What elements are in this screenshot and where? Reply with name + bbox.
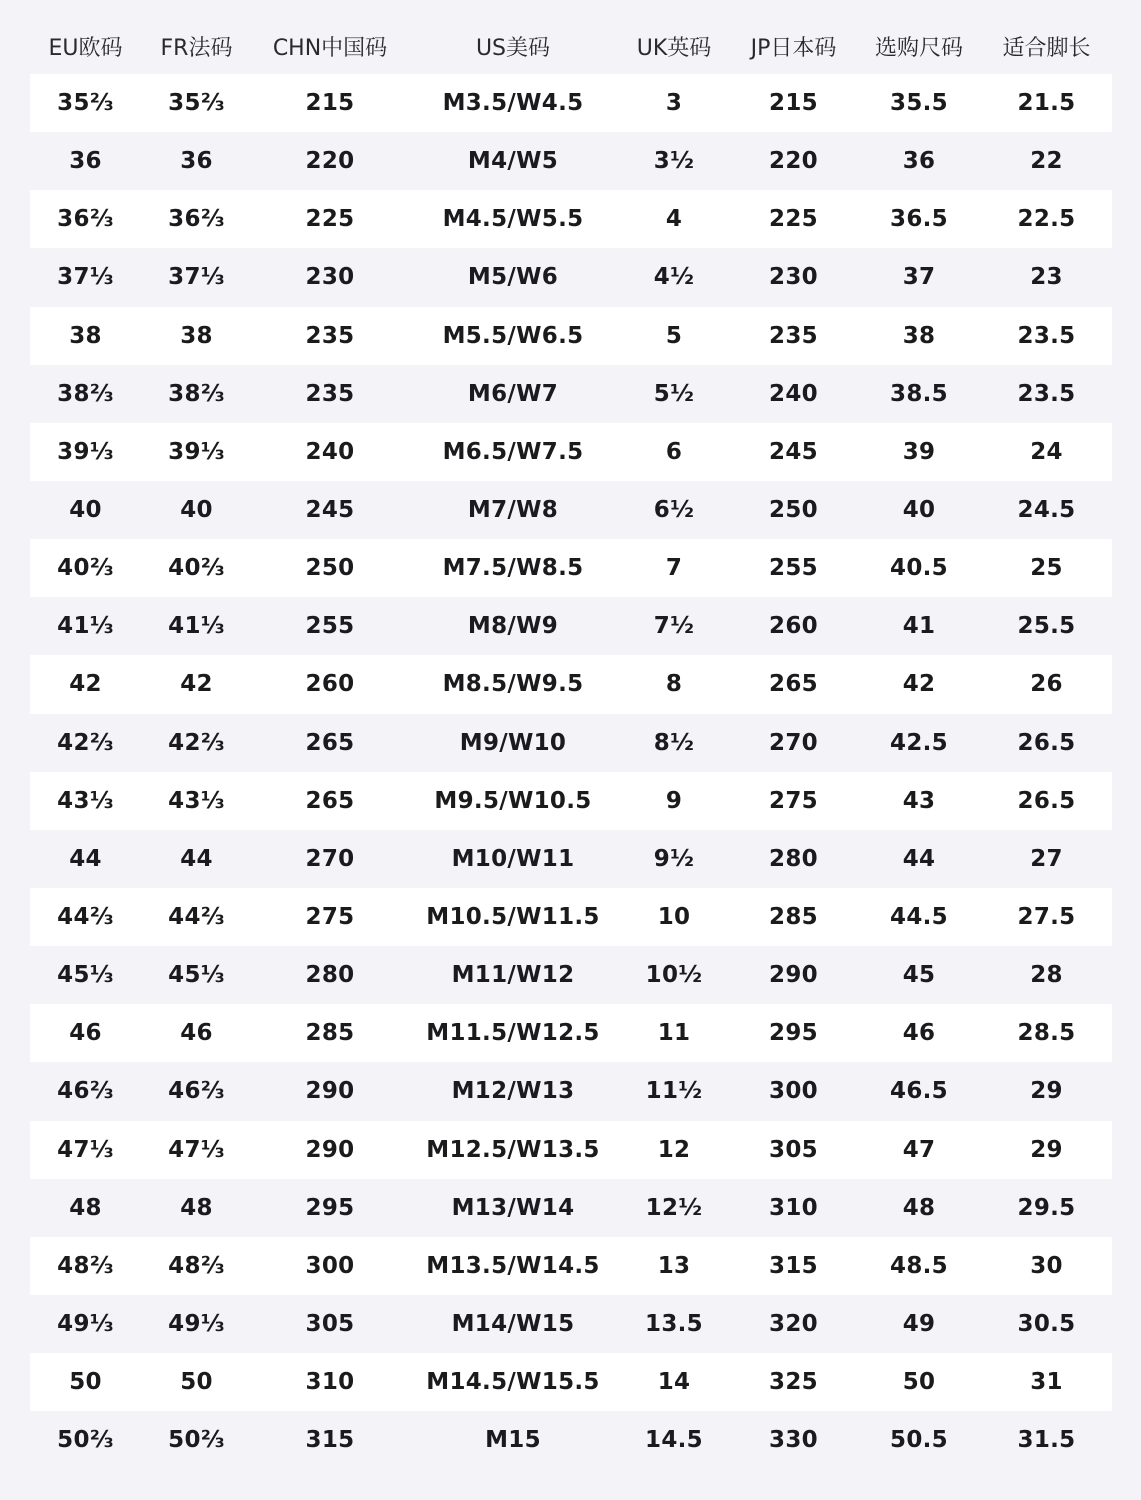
- purchase-size-cell: 44: [857, 830, 981, 888]
- chn-cell: 300: [252, 1237, 408, 1295]
- eu-cell: 50⅔: [30, 1411, 141, 1469]
- uk-cell: 11: [618, 1004, 730, 1062]
- purchase-size-cell: 45: [857, 946, 981, 1004]
- header-chn: CHN中国码: [272, 35, 388, 61]
- foot-length-cell: 29: [981, 1121, 1112, 1179]
- eu-cell: 44⅔: [30, 888, 141, 946]
- uk-cell: 12½: [618, 1179, 730, 1237]
- uk-cell: 4½: [618, 248, 730, 306]
- jp-cell: 320: [730, 1295, 857, 1353]
- us-cell: M7.5/W8.5: [408, 539, 618, 597]
- uk-cell: 6: [618, 423, 730, 481]
- jp-cell: 235: [730, 307, 857, 365]
- jp-cell: 220: [730, 132, 857, 190]
- us-cell: M11/W12: [408, 946, 618, 1004]
- eu-cell: 42: [30, 655, 141, 713]
- purchase-size-cell: 38.5: [857, 365, 981, 423]
- purchase-size-cell: 43: [857, 772, 981, 830]
- chn-cell: 260: [252, 655, 408, 713]
- us-cell: M5.5/W6.5: [408, 307, 618, 365]
- uk-cell: 8½: [618, 714, 730, 772]
- us-cell: M6/W7: [408, 365, 618, 423]
- uk-cell: 11½: [618, 1062, 730, 1120]
- table-row: [30, 1295, 1112, 1353]
- foot-length-cell: 29: [981, 1062, 1112, 1120]
- foot-length-cell: 22: [981, 132, 1112, 190]
- eu-cell: 46: [30, 1004, 141, 1062]
- table-row: [30, 1062, 1112, 1120]
- chn-cell: 310: [252, 1353, 408, 1411]
- purchase-size-cell: 46.5: [857, 1062, 981, 1120]
- jp-cell: 230: [730, 248, 857, 306]
- table-row: [30, 481, 1112, 539]
- table-row: [30, 597, 1112, 655]
- jp-cell: 310: [730, 1179, 857, 1237]
- fr-cell: 50⅔: [141, 1411, 252, 1469]
- header-eu: EU欧码: [48, 35, 123, 61]
- uk-cell: 10: [618, 888, 730, 946]
- chn-cell: 235: [252, 365, 408, 423]
- jp-cell: 270: [730, 714, 857, 772]
- table-row: [30, 1411, 1112, 1469]
- size-chart-body: [30, 74, 1112, 1469]
- jp-cell: 215: [730, 74, 857, 132]
- fr-cell: 46: [141, 1004, 252, 1062]
- us-cell: M14/W15: [408, 1295, 618, 1353]
- table-row: [30, 74, 1112, 132]
- jp-cell: 290: [730, 946, 857, 1004]
- foot-length-cell: 29.5: [981, 1179, 1112, 1237]
- fr-cell: 44⅔: [141, 888, 252, 946]
- us-cell: M10.5/W11.5: [408, 888, 618, 946]
- chn-cell: 235: [252, 307, 408, 365]
- eu-cell: 50: [30, 1353, 141, 1411]
- foot-length-cell: 25.5: [981, 597, 1112, 655]
- us-cell: M12.5/W13.5: [408, 1121, 618, 1179]
- chn-cell: 250: [252, 539, 408, 597]
- eu-cell: 40: [30, 481, 141, 539]
- table-row: [30, 539, 1112, 597]
- jp-cell: 255: [730, 539, 857, 597]
- chn-cell: 290: [252, 1121, 408, 1179]
- uk-cell: 7: [618, 539, 730, 597]
- jp-cell: 305: [730, 1121, 857, 1179]
- fr-cell: 47⅓: [141, 1121, 252, 1179]
- size-chart-table: [30, 18, 1112, 1469]
- fr-cell: 42⅔: [141, 714, 252, 772]
- fr-cell: 45⅓: [141, 946, 252, 1004]
- chn-cell: 315: [252, 1411, 408, 1469]
- table-row: [30, 248, 1112, 306]
- uk-cell: 12: [618, 1121, 730, 1179]
- table-row: [30, 830, 1112, 888]
- foot-length-cell: 27.5: [981, 888, 1112, 946]
- jp-cell: 275: [730, 772, 857, 830]
- eu-cell: 36⅔: [30, 190, 141, 248]
- uk-cell: 4: [618, 190, 730, 248]
- foot-length-cell: 23.5: [981, 365, 1112, 423]
- uk-cell: 7½: [618, 597, 730, 655]
- eu-cell: 46⅔: [30, 1062, 141, 1120]
- chn-cell: 280: [252, 946, 408, 1004]
- foot-length-cell: 31.5: [981, 1411, 1112, 1469]
- purchase-size-cell: 39: [857, 423, 981, 481]
- foot-length-cell: 24.5: [981, 481, 1112, 539]
- chn-cell: 305: [252, 1295, 408, 1353]
- us-cell: M14.5/W15.5: [408, 1353, 618, 1411]
- purchase-size-cell: 48: [857, 1179, 981, 1237]
- table-row: [30, 132, 1112, 190]
- header-purchase-size: 选购尺码: [874, 35, 963, 61]
- chn-cell: 215: [252, 74, 408, 132]
- uk-cell: 13.5: [618, 1295, 730, 1353]
- eu-cell: 39⅓: [30, 423, 141, 481]
- uk-cell: 6½: [618, 481, 730, 539]
- fr-cell: 46⅔: [141, 1062, 252, 1120]
- fr-cell: 35⅔: [141, 74, 252, 132]
- us-cell: M9/W10: [408, 714, 618, 772]
- foot-length-cell: 24: [981, 423, 1112, 481]
- us-cell: M3.5/W4.5: [408, 74, 618, 132]
- table-row: [30, 714, 1112, 772]
- eu-cell: 45⅓: [30, 946, 141, 1004]
- fr-cell: 40: [141, 481, 252, 539]
- purchase-size-cell: 49: [857, 1295, 981, 1353]
- uk-cell: 5½: [618, 365, 730, 423]
- foot-length-cell: 25: [981, 539, 1112, 597]
- uk-cell: 9½: [618, 830, 730, 888]
- fr-cell: 50: [141, 1353, 252, 1411]
- table-row: [30, 1353, 1112, 1411]
- chn-cell: 285: [252, 1004, 408, 1062]
- foot-length-cell: 26: [981, 655, 1112, 713]
- us-cell: M13.5/W14.5: [408, 1237, 618, 1295]
- us-cell: M8.5/W9.5: [408, 655, 618, 713]
- uk-cell: 8: [618, 655, 730, 713]
- eu-cell: 49⅓: [30, 1295, 141, 1353]
- uk-cell: 10½: [618, 946, 730, 1004]
- chn-cell: 255: [252, 597, 408, 655]
- fr-cell: 39⅓: [141, 423, 252, 481]
- table-row: [30, 1121, 1112, 1179]
- jp-cell: 225: [730, 190, 857, 248]
- fr-cell: 40⅔: [141, 539, 252, 597]
- eu-cell: 36: [30, 132, 141, 190]
- foot-length-cell: 28: [981, 946, 1112, 1004]
- chn-cell: 225: [252, 190, 408, 248]
- foot-length-cell: 31: [981, 1353, 1112, 1411]
- jp-cell: 315: [730, 1237, 857, 1295]
- fr-cell: 49⅓: [141, 1295, 252, 1353]
- us-cell: M15: [408, 1411, 618, 1469]
- us-cell: M12/W13: [408, 1062, 618, 1120]
- chn-cell: 295: [252, 1179, 408, 1237]
- eu-cell: 43⅓: [30, 772, 141, 830]
- us-cell: M5/W6: [408, 248, 618, 306]
- jp-cell: 240: [730, 365, 857, 423]
- foot-length-cell: 30.5: [981, 1295, 1112, 1353]
- chn-cell: 265: [252, 714, 408, 772]
- header-fr: FR法码: [160, 35, 233, 61]
- jp-cell: 280: [730, 830, 857, 888]
- us-cell: M9.5/W10.5: [408, 772, 618, 830]
- purchase-size-cell: 41: [857, 597, 981, 655]
- table-row: [30, 946, 1112, 1004]
- us-cell: M7/W8: [408, 481, 618, 539]
- purchase-size-cell: 50: [857, 1353, 981, 1411]
- purchase-size-cell: 42.5: [857, 714, 981, 772]
- fr-cell: 48: [141, 1179, 252, 1237]
- eu-cell: 47⅓: [30, 1121, 141, 1179]
- table-row: [30, 655, 1112, 713]
- table-row: [30, 1237, 1112, 1295]
- fr-cell: 43⅓: [141, 772, 252, 830]
- us-cell: M4/W5: [408, 132, 618, 190]
- table-row: [30, 888, 1112, 946]
- chn-cell: 290: [252, 1062, 408, 1120]
- us-cell: M6.5/W7.5: [408, 423, 618, 481]
- fr-cell: 36⅔: [141, 190, 252, 248]
- purchase-size-cell: 46: [857, 1004, 981, 1062]
- purchase-size-cell: 48.5: [857, 1237, 981, 1295]
- chn-cell: 245: [252, 481, 408, 539]
- foot-length-cell: 22.5: [981, 190, 1112, 248]
- header-uk: UK英码: [636, 35, 712, 61]
- uk-cell: 3: [618, 74, 730, 132]
- table-row: [30, 772, 1112, 830]
- chn-cell: 240: [252, 423, 408, 481]
- eu-cell: 35⅔: [30, 74, 141, 132]
- jp-cell: 325: [730, 1353, 857, 1411]
- eu-cell: 41⅓: [30, 597, 141, 655]
- us-cell: M8/W9: [408, 597, 618, 655]
- fr-cell: 38: [141, 307, 252, 365]
- chn-cell: 270: [252, 830, 408, 888]
- eu-cell: 38: [30, 307, 141, 365]
- jp-cell: 250: [730, 481, 857, 539]
- header-us: US美码: [475, 35, 551, 61]
- us-cell: M4.5/W5.5: [408, 190, 618, 248]
- table-row: [30, 190, 1112, 248]
- fr-cell: 44: [141, 830, 252, 888]
- foot-length-cell: 26.5: [981, 772, 1112, 830]
- purchase-size-cell: 40: [857, 481, 981, 539]
- fr-cell: 38⅔: [141, 365, 252, 423]
- jp-cell: 260: [730, 597, 857, 655]
- uk-cell: 13: [618, 1237, 730, 1295]
- table-row: [30, 1179, 1112, 1237]
- foot-length-cell: 26.5: [981, 714, 1112, 772]
- jp-cell: 300: [730, 1062, 857, 1120]
- fr-cell: 37⅓: [141, 248, 252, 306]
- fr-cell: 41⅓: [141, 597, 252, 655]
- purchase-size-cell: 44.5: [857, 888, 981, 946]
- header-jp: JP日本码: [750, 35, 837, 61]
- eu-cell: 42⅔: [30, 714, 141, 772]
- table-row: [30, 307, 1112, 365]
- eu-cell: 48: [30, 1179, 141, 1237]
- fr-cell: 42: [141, 655, 252, 713]
- jp-cell: 295: [730, 1004, 857, 1062]
- foot-length-cell: 23.5: [981, 307, 1112, 365]
- foot-length-cell: 28.5: [981, 1004, 1112, 1062]
- foot-length-cell: 21.5: [981, 74, 1112, 132]
- header-foot-length: 适合脚长: [1002, 35, 1091, 61]
- jp-cell: 285: [730, 888, 857, 946]
- purchase-size-cell: 37: [857, 248, 981, 306]
- purchase-size-cell: 36: [857, 132, 981, 190]
- purchase-size-cell: 42: [857, 655, 981, 713]
- uk-cell: 14: [618, 1353, 730, 1411]
- table-row: [30, 365, 1112, 423]
- foot-length-cell: 30: [981, 1237, 1112, 1295]
- table-row: [30, 423, 1112, 481]
- purchase-size-cell: 50.5: [857, 1411, 981, 1469]
- fr-cell: 48⅔: [141, 1237, 252, 1295]
- chn-cell: 230: [252, 248, 408, 306]
- eu-cell: 44: [30, 830, 141, 888]
- chn-cell: 265: [252, 772, 408, 830]
- foot-length-cell: 23: [981, 248, 1112, 306]
- eu-cell: 38⅔: [30, 365, 141, 423]
- uk-cell: 5: [618, 307, 730, 365]
- table-row: [30, 1004, 1112, 1062]
- jp-cell: 330: [730, 1411, 857, 1469]
- uk-cell: 9: [618, 772, 730, 830]
- uk-cell: 3½: [618, 132, 730, 190]
- eu-cell: 48⅔: [30, 1237, 141, 1295]
- jp-cell: 265: [730, 655, 857, 713]
- chn-cell: 275: [252, 888, 408, 946]
- purchase-size-cell: 36.5: [857, 190, 981, 248]
- eu-cell: 37⅓: [30, 248, 141, 306]
- purchase-size-cell: 40.5: [857, 539, 981, 597]
- us-cell: M10/W11: [408, 830, 618, 888]
- purchase-size-cell: 38: [857, 307, 981, 365]
- chn-cell: 220: [252, 132, 408, 190]
- jp-cell: 245: [730, 423, 857, 481]
- header-row: [30, 18, 1112, 74]
- us-cell: M13/W14: [408, 1179, 618, 1237]
- fr-cell: 36: [141, 132, 252, 190]
- size-chart-header: [30, 18, 1112, 74]
- purchase-size-cell: 35.5: [857, 74, 981, 132]
- eu-cell: 40⅔: [30, 539, 141, 597]
- purchase-size-cell: 47: [857, 1121, 981, 1179]
- uk-cell: 14.5: [618, 1411, 730, 1469]
- us-cell: M11.5/W12.5: [408, 1004, 618, 1062]
- foot-length-cell: 27: [981, 830, 1112, 888]
